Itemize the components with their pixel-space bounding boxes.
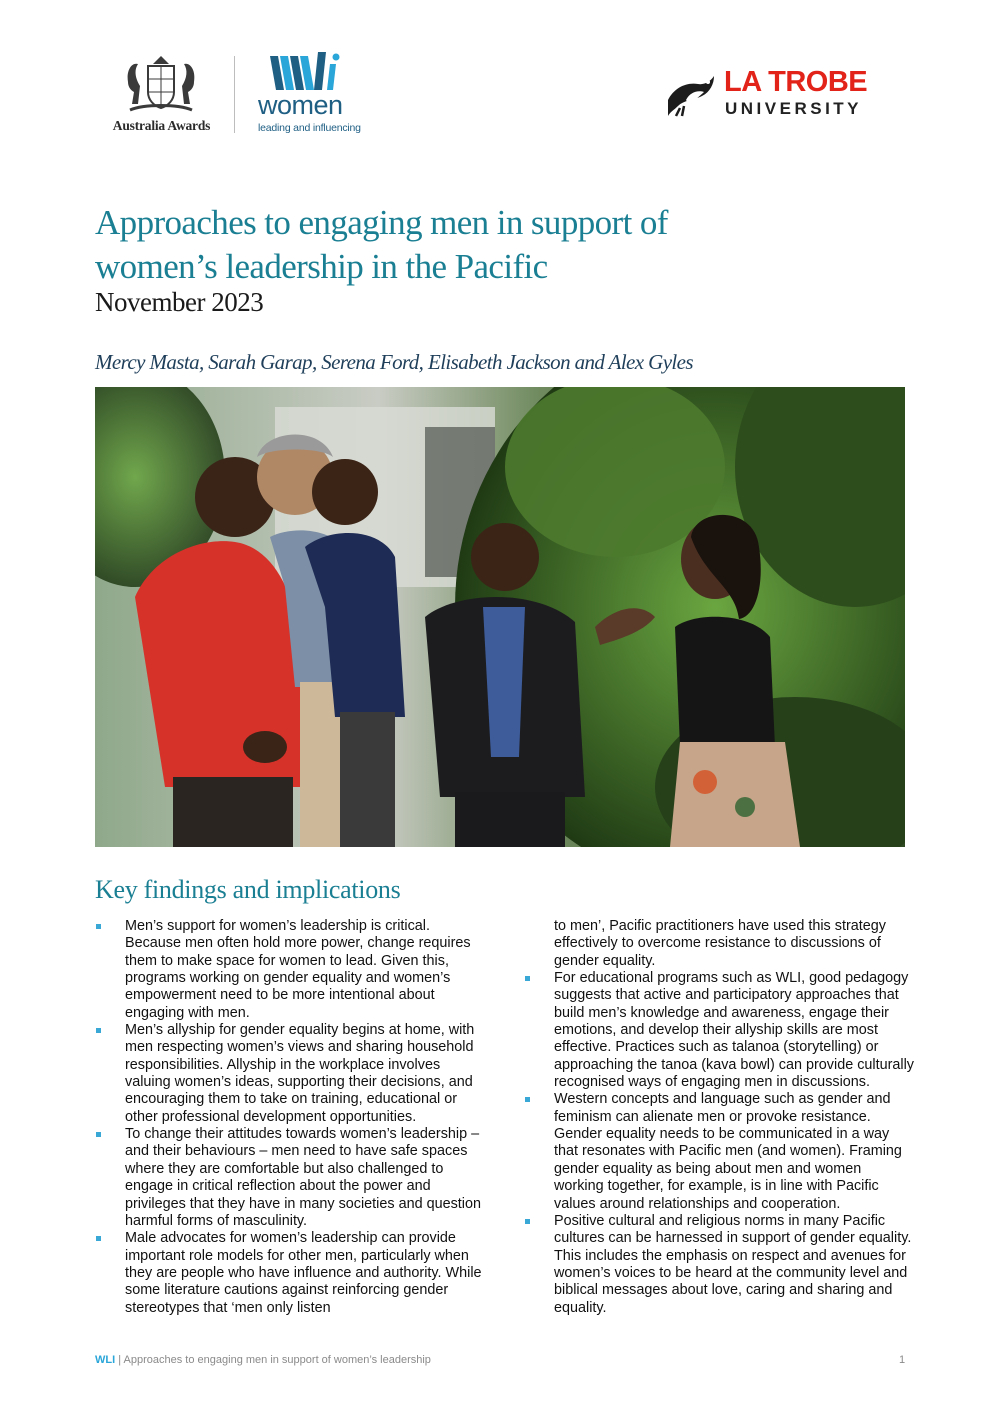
bullet-icon [525,1097,530,1102]
footer-running-title [95,1354,431,1366]
document-title [95,201,915,289]
logo-divider [234,56,235,133]
footer-text: Approaches to engaging men in support of women’s leadership [123,1354,431,1366]
list-item [95,1230,485,1317]
cover-photo-illustration [95,387,905,847]
findings-right-column [524,918,914,1317]
section-heading: Key findings and implications [95,875,401,904]
bullet-icon [525,976,530,981]
list-item-text: Positive cultural and religious norms in many Pacific cultures can be harnessed in support of gender equality. This includes the emphasis on respect and avenues for women’s voices to be heard at the community level and biblical messages about love, caring and sharing and equality. [554,1212,912,1316]
list-item-text: To change their attitudes towards women’s leadership – and their behaviours – men need to have safe spaces where they are comfortable but also challenged to engage in critical reflection about the power and privileges that they have in many societies and question harmful forms of masculinity. [125,1126,481,1229]
list-item [524,1091,914,1212]
list-item [524,1213,914,1317]
authors: Mercy Masta, Sarah Garap, Serena Ford, Elisabeth Jackson and Alex Gyles [95,350,693,374]
australia-awards-logo [104,52,219,136]
list-item [95,1126,485,1230]
lyrebird-icon [664,70,718,118]
wli-mark-icon [270,52,352,94]
footer-brand: WLI [95,1354,116,1366]
wli-logo [256,52,361,138]
bullet-icon [96,1236,101,1241]
wli-title: women [258,90,343,120]
title-line-1: Approaches to engaging men in support of [95,203,668,242]
la-trobe-university: UNIVERSITY [725,99,863,118]
list-item [95,1022,485,1126]
coat-of-arms-icon [120,52,202,116]
findings-list-right [524,970,914,1317]
publication-date: November 2023 [95,287,264,317]
la-trobe-logo [664,66,886,122]
bullet-icon [96,1132,101,1137]
list-item [524,970,914,1091]
footer-separator: | [118,1354,122,1366]
list-item-text: Men’s support for women’s leadership is critical. Because men often hold more power, change requires them to make space for women to lead. Given this, programs working on gender equality and women’s empowerment need to be more intentional about engaging with men. [125,918,471,1021]
list-item-text: Western concepts and language such as gender and feminism can alienate men or provoke resistance. Gender equality needs to be communicated in a way that resonates with Pacific men (and women). Framing gender equality as being about men and women working together, for example, is in line with Pacific values around relationships and cooperation. [554,1091,902,1212]
title-line-2: women’s leadership in the Pacific [95,247,548,286]
list-item-text: Male advocates for women’s leadership can provide important role models for other men, particularly when they are people who have influence and authority. While some literature cautions against reinforcing gender stereotypes that ‘men only listen [125,1230,482,1316]
wli-subtitle: leading and influencing [258,122,361,134]
bullet-icon [96,924,101,929]
la-trobe-name: LA TROBE [724,66,868,98]
list-item-text: For educational programs such as WLI, good pedagogy suggests that active and participatory approaches that build men’s knowledge and awareness, engage their emotions, and develop their allyship skills are most effective. Practices such as talanoa (storytelling) or approaching the tanoa (kava bowl) can provide culturally recognised ways of engaging men in discussions. [554,970,914,1091]
list-item [95,918,485,1022]
findings-list-left [95,918,485,1317]
findings-left-column [95,918,485,1317]
list-item-continuation: to men’, Pacific practitioners have used this strategy effectively to overcome resistance to discussions of gender equality. [554,918,886,969]
australia-awards-text: Australia Awards [112,118,211,133]
list-item-text: Men’s allyship for gender equality begins at home, with men respecting women’s views and sharing household responsibilities. Allyship in the workplace involves valuing women’s ideas, supporting their decisions, and encouraging them to take on training, educational or other professional development opportunities. [125,1022,475,1125]
bullet-icon [96,1028,101,1033]
bullet-icon [525,1219,530,1224]
page-number: 1 [899,1354,906,1366]
cover-photo [95,387,905,847]
